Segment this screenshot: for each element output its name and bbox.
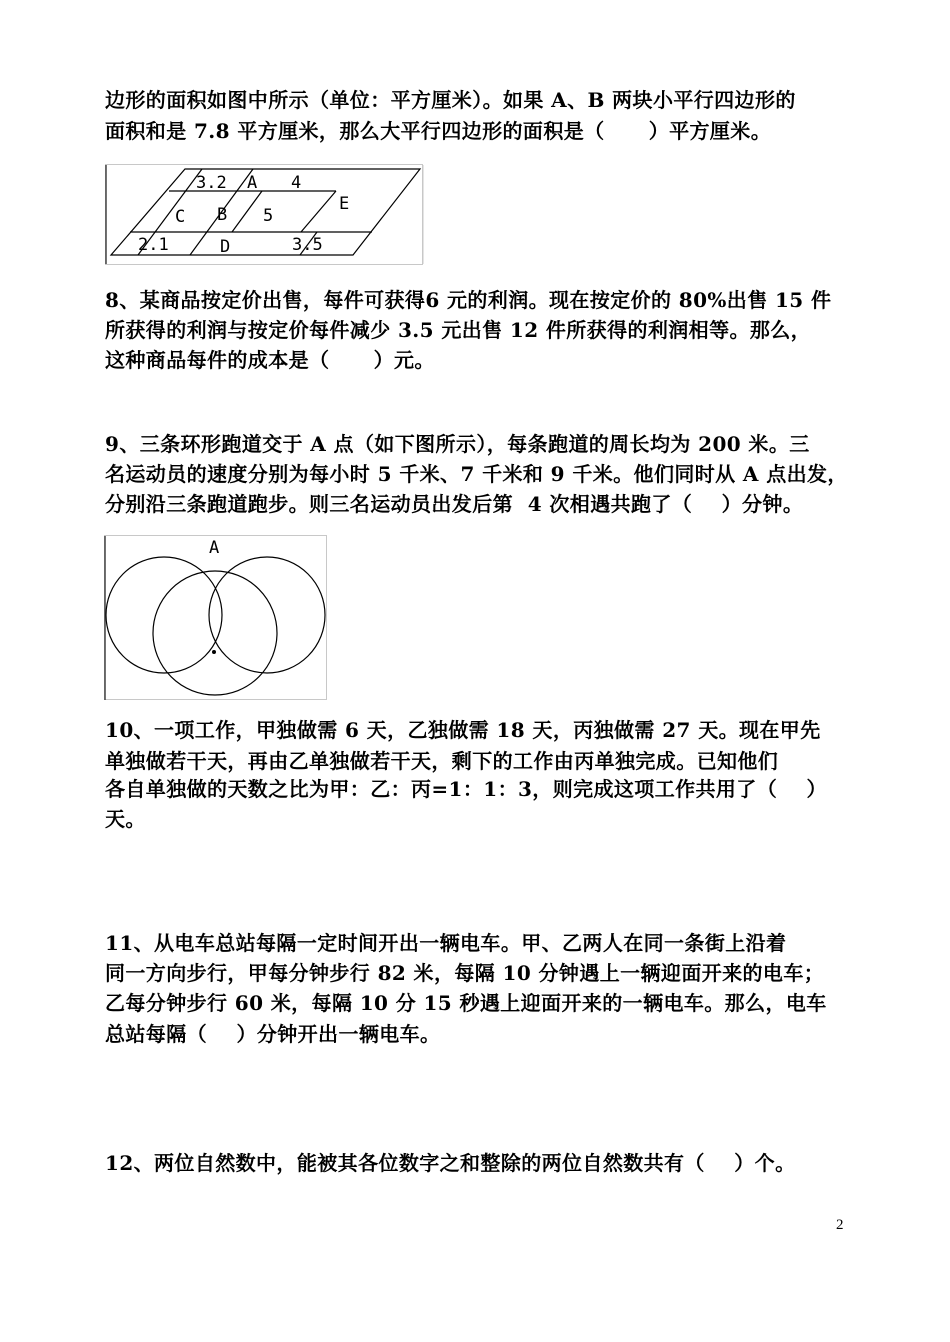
q10-line-2: 单独做若干天，再由乙单独做若干天，剩下的工作由丙单独完成。已知他们 [105, 749, 779, 773]
q9-line-3: 分别沿三条跑道跑步。则三名运动员出发后第 4 次相遇共跑了（ ）分钟。 [105, 492, 804, 516]
q7-line-2: 面积和是 7.8 平方厘米，那么大平行四边形的面积是（ ）平方厘米。 [105, 119, 772, 143]
q8-line-3: 这种商品每件的成本是（ ）元。 [105, 348, 435, 372]
label-3-2: 3.2 [196, 173, 227, 193]
page-number: 2 [836, 1217, 844, 1233]
q10-line-3: 各自单独做的天数之比为甲：乙：丙=1：1：3，则完成这项工作共用了（ ） [105, 777, 827, 801]
q10-line-1: 10、一项工作，甲独做需 6 天，乙独做需 18 天，丙独做需 27 天。现在甲先 [105, 718, 821, 742]
q8-line-2: 所获得的利润与按定价每件减少 3.5 元出售 12 件所获得的利润相等。那么， [105, 318, 812, 342]
q7-line-1: 边形的面积如图中所示（单位：平方厘米）。如果 A、B 两块小平行四边形的 [105, 88, 796, 112]
q11-line-1: 11、从电车总站每隔一定时间开出一辆电车。甲、乙两人在同一条街上沿着 [105, 931, 787, 955]
label-a: A [247, 173, 258, 193]
three-circles-figure [104, 535, 328, 701]
label-e: E [339, 194, 350, 214]
q11-line-2: 同一方向步行，甲每分钟步行 82 米，每隔 10 分钟遇上一辆迎面开来的电车； [105, 961, 825, 985]
q9-line-1: 9、三条环形跑道交于 A 点（如下图所示），每条跑道的周长均为 200 米。三 [105, 432, 810, 456]
label-a-point: A [209, 538, 220, 558]
parallelogram-figure [105, 164, 425, 265]
q11-line-4: 总站每隔（ ）分钟开出一辆电车。 [105, 1022, 441, 1046]
q11-line-3: 乙每分钟步行 60 米，每隔 10 分 15 秒遇上迎面开来的一辆电车。那么，电车 [105, 991, 827, 1015]
label-2-1: 2.1 [138, 235, 169, 255]
q12-line-1: 12、两位自然数中，能被其各位数字之和整除的两位自然数共有（ ）个。 [105, 1151, 796, 1175]
label-d: D [220, 237, 231, 257]
label-3-5: 3.5 [292, 235, 323, 255]
label-4: 4 [291, 173, 302, 193]
q9-line-2: 名运动员的速度分别为每小时 5 千米、7 千米和 9 千米。他们同时从 A 点出发， [105, 462, 848, 486]
label-5: 5 [263, 206, 274, 226]
q10-line-4: 天。 [105, 807, 146, 831]
label-c: C [175, 207, 186, 227]
label-b: B [217, 205, 228, 225]
q8-line-1: 8、某商品按定价出售，每件可获得6 元的利润。现在按定价的 80%出售 15 件 [105, 288, 832, 312]
